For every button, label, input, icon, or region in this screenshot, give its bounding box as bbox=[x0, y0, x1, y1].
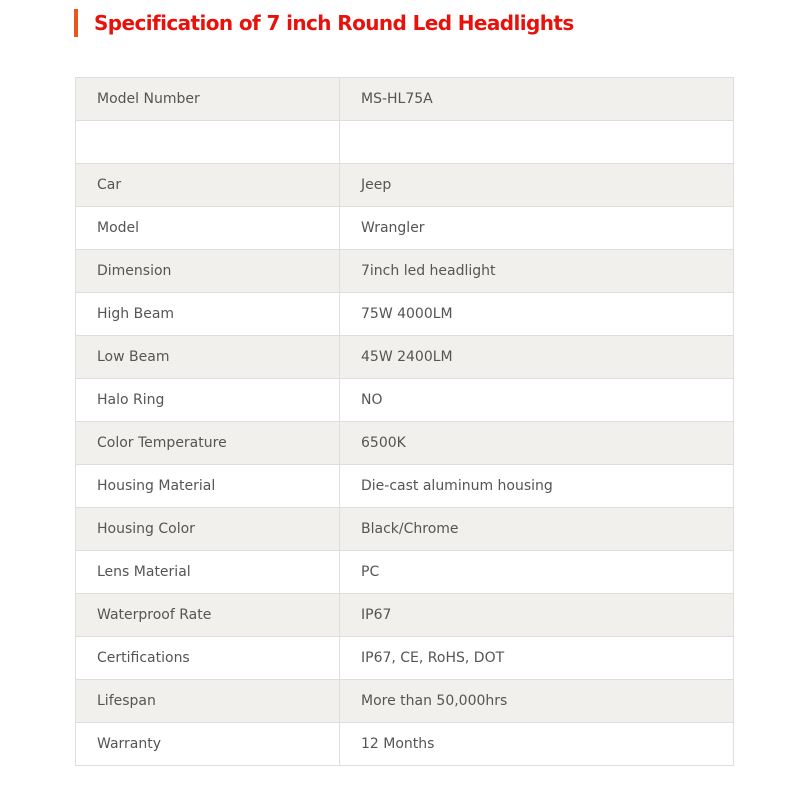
specification-table bbox=[75, 77, 734, 766]
spec-value: IP67 bbox=[340, 594, 734, 637]
heading-accent-bar bbox=[74, 9, 78, 37]
spec-value: 45W 2400LM bbox=[340, 336, 734, 379]
spec-value: 6500K bbox=[340, 422, 734, 465]
spec-value: Wrangler bbox=[340, 207, 734, 250]
table-row bbox=[76, 680, 734, 723]
table-row bbox=[76, 250, 734, 293]
spec-label bbox=[76, 121, 340, 164]
spec-label: Car bbox=[76, 164, 340, 207]
spec-label: Housing Material bbox=[76, 465, 340, 508]
page-title: Specification of 7 inch Round Led Headlights bbox=[94, 11, 574, 35]
table-row bbox=[76, 465, 734, 508]
table-row bbox=[76, 422, 734, 465]
spec-value: MS-HL75A bbox=[340, 78, 734, 121]
spec-value: NO bbox=[340, 379, 734, 422]
spec-label: Model Number bbox=[76, 78, 340, 121]
table-row bbox=[76, 551, 734, 594]
spec-label: Model bbox=[76, 207, 340, 250]
spec-value: 7inch led headlight bbox=[340, 250, 734, 293]
spec-label: Halo Ring bbox=[76, 379, 340, 422]
spec-label: Dimension bbox=[76, 250, 340, 293]
spec-label: Color Temperature bbox=[76, 422, 340, 465]
spec-value: Die-cast aluminum housing bbox=[340, 465, 734, 508]
spec-value: PC bbox=[340, 551, 734, 594]
spec-label: Housing Color bbox=[76, 508, 340, 551]
table-row bbox=[76, 723, 734, 766]
spec-value: 12 Months bbox=[340, 723, 734, 766]
section-heading bbox=[74, 8, 574, 38]
table-row bbox=[76, 637, 734, 680]
table-row bbox=[76, 121, 734, 164]
table-row bbox=[76, 207, 734, 250]
spec-label: Warranty bbox=[76, 723, 340, 766]
spec-value: More than 50,000hrs bbox=[340, 680, 734, 723]
spec-value: Jeep bbox=[340, 164, 734, 207]
table-row bbox=[76, 293, 734, 336]
spec-value: Black/Chrome bbox=[340, 508, 734, 551]
table-row bbox=[76, 336, 734, 379]
table-row bbox=[76, 594, 734, 637]
table-row bbox=[76, 78, 734, 121]
spec-value: IP67, CE, RoHS, DOT bbox=[340, 637, 734, 680]
spec-value bbox=[340, 121, 734, 164]
table-row bbox=[76, 164, 734, 207]
spec-value: 75W 4000LM bbox=[340, 293, 734, 336]
spec-label: Lifespan bbox=[76, 680, 340, 723]
table-row bbox=[76, 379, 734, 422]
spec-label: High Beam bbox=[76, 293, 340, 336]
spec-label: Low Beam bbox=[76, 336, 340, 379]
spec-label: Certifications bbox=[76, 637, 340, 680]
spec-label: Waterproof Rate bbox=[76, 594, 340, 637]
table-row bbox=[76, 508, 734, 551]
spec-label: Lens Material bbox=[76, 551, 340, 594]
